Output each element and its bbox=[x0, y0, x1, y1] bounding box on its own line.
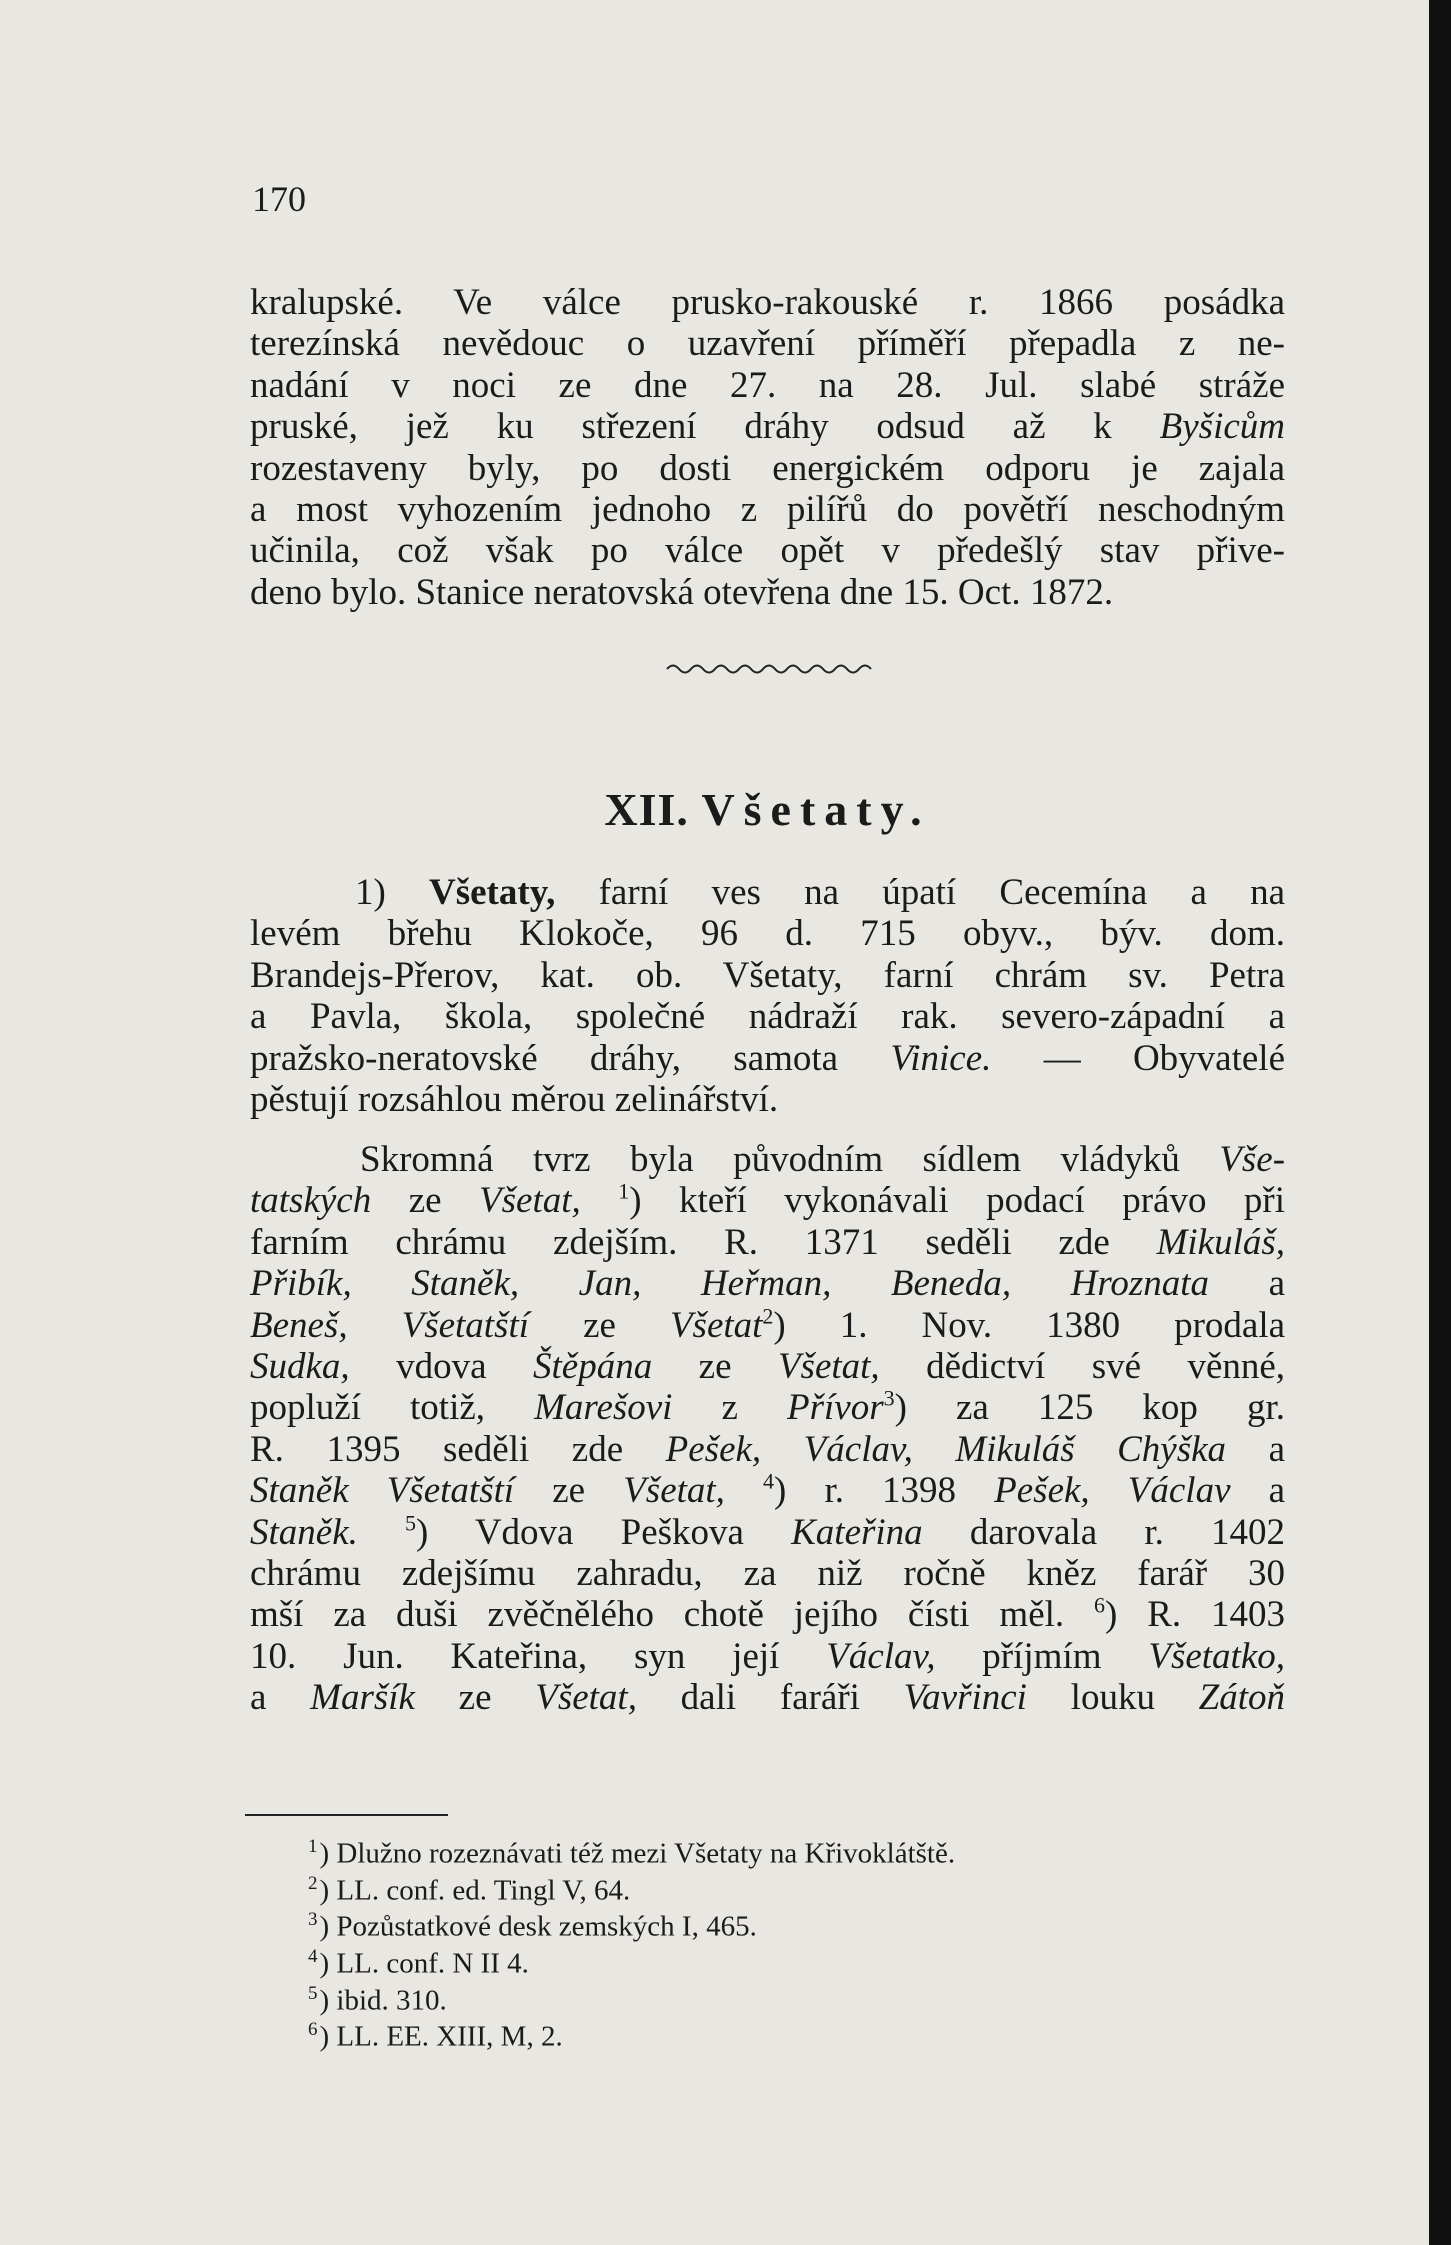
history-line: chrámu zdejšímu zahradu, za niž ročně kněz farář 30 bbox=[250, 1553, 1285, 1595]
history-name: Všetat, bbox=[623, 1470, 725, 1512]
history-text: příjmím bbox=[982, 1635, 1102, 1677]
history-text: mší za duši zvěčnělého chotě jejího čísti měl. bbox=[250, 1594, 1065, 1636]
history-text: ) r. 1398 bbox=[774, 1470, 957, 1512]
history-text: dědictví své věnné, bbox=[926, 1346, 1286, 1388]
footnote-ref: 1 bbox=[618, 1179, 630, 1205]
place-name: Vinice. bbox=[890, 1037, 992, 1079]
history-name: Mikuláš, bbox=[1156, 1221, 1286, 1263]
entry-line bbox=[250, 872, 1285, 913]
history-line bbox=[250, 1636, 1285, 1677]
history-text: popluží totiž, bbox=[250, 1387, 486, 1429]
section-roman: XII. bbox=[604, 784, 689, 835]
history-name: Maršík bbox=[310, 1677, 415, 1719]
footnotes bbox=[308, 1832, 955, 2052]
history-line bbox=[250, 1139, 1285, 1180]
footnote-mark: 5 bbox=[308, 1982, 318, 2004]
history-text: vdova bbox=[396, 1346, 487, 1388]
footnote-ref: 2 bbox=[762, 1303, 774, 1329]
history-text: a bbox=[1268, 1470, 1286, 1512]
entry-name: Všetaty, bbox=[429, 872, 556, 913]
footnote bbox=[308, 1942, 955, 1979]
history-text: ze bbox=[408, 1180, 442, 1222]
history-text: farním chrámu zdejším. R. 1371 seděli zde bbox=[250, 1221, 1110, 1263]
history-line bbox=[250, 1305, 1285, 1346]
history-text: a bbox=[1268, 1263, 1285, 1305]
footnote-ref: 4 bbox=[763, 1468, 775, 1494]
history-text: ) 1. Nov. 1380 prodala bbox=[773, 1304, 1286, 1346]
history-text: dali faráři bbox=[680, 1677, 860, 1719]
entry-line: Brandejs-Přerov, kat. ob. Všetaty, farní chrám sv. Petra bbox=[250, 954, 1285, 996]
history-name: Přibík, Staněk, Jan, Heřman, Beneda, Hroznata bbox=[250, 1263, 1210, 1305]
history-text: ) R. 1403 bbox=[1105, 1594, 1285, 1636]
history-name: Sudka, bbox=[250, 1346, 350, 1388]
section-heading bbox=[250, 783, 1285, 836]
history-line bbox=[250, 1387, 1285, 1428]
history-name: Kateřina bbox=[791, 1511, 923, 1553]
entry-text: pražsko-neratovské dráhy, samota bbox=[250, 1037, 839, 1079]
intro-line: a most vyhozením jednoho z pilířů do povětří neschodným bbox=[250, 489, 1285, 531]
history-name: Zátoň bbox=[1198, 1677, 1286, 1719]
footnote-mark: 4 bbox=[308, 1945, 318, 1967]
history-name: Václav, bbox=[826, 1635, 936, 1677]
footnote bbox=[308, 2015, 955, 2052]
history-name: Všetat, bbox=[535, 1677, 637, 1719]
footnote-ref: 6 bbox=[1094, 1593, 1106, 1619]
history-name: Všetat, bbox=[479, 1180, 581, 1222]
history-text: R. 1395 seděli zde bbox=[250, 1428, 624, 1470]
history-line bbox=[250, 1180, 1285, 1221]
history-name: Staněk Všetatští bbox=[250, 1470, 515, 1512]
entry-line: a Pavla, škola, společné nádraží rak. severo-západní a bbox=[250, 996, 1285, 1038]
history-text: ze bbox=[552, 1470, 586, 1512]
history-text: z bbox=[721, 1387, 738, 1429]
entry-text: — Obyvatelé bbox=[1043, 1037, 1286, 1079]
history-text: ) Vdova Peškova bbox=[416, 1511, 744, 1553]
entry-line: levém břehu Klokoče, 96 d. 715 obyv., býv. dom. bbox=[250, 913, 1285, 955]
history-text: louku bbox=[1070, 1677, 1155, 1719]
history-line bbox=[250, 1677, 1285, 1718]
history-name: Vše- bbox=[1219, 1139, 1286, 1180]
history-paragraph bbox=[250, 1139, 1285, 1719]
footnote-mark: 6 bbox=[308, 2019, 318, 2041]
history-name: tatských bbox=[250, 1180, 372, 1222]
footnote-text: ) ibid. 310. bbox=[319, 1984, 447, 2017]
footnote-text: ) Dlužno rozeznávati též mezi Všetaty na Křivoklátště. bbox=[319, 1837, 956, 1870]
footnote bbox=[308, 1979, 955, 2016]
history-text: ) kteří vykonávali podací právo při bbox=[629, 1180, 1286, 1222]
section-title: Všetaty. bbox=[701, 784, 931, 835]
footnote-rule bbox=[245, 1814, 448, 1816]
history-line bbox=[250, 1512, 1285, 1553]
page-edge bbox=[1429, 0, 1451, 2245]
history-name: Přívor bbox=[787, 1387, 884, 1429]
history-text: ze bbox=[458, 1677, 492, 1719]
intro-line: kralupské. Ve válce prusko-rakouské r. 1866 posádka bbox=[250, 282, 1285, 323]
intro-paragraph bbox=[250, 282, 1285, 613]
footnote-text: ) Pozůstatkové desk zemských I, 465. bbox=[319, 1910, 757, 1943]
footnote bbox=[308, 1869, 955, 1906]
footnote-ref: 5 bbox=[405, 1510, 417, 1536]
history-name: Štěpána bbox=[533, 1346, 653, 1388]
history-name: Pešek, Václav, Mikuláš Chýška bbox=[665, 1428, 1227, 1470]
footnote-text: ) LL. conf. ed. Tingl V, 64. bbox=[319, 1874, 631, 1907]
history-name: Pešek, Václav bbox=[994, 1470, 1231, 1512]
entry-number: 1) bbox=[355, 872, 386, 913]
footnote bbox=[308, 1832, 955, 1869]
footnote bbox=[308, 1905, 955, 1942]
footnote-text: ) LL. conf. N II 4. bbox=[319, 1947, 529, 1980]
history-name: Beneš, Všetatští bbox=[250, 1304, 530, 1346]
history-text: darovala r. 1402 bbox=[969, 1511, 1286, 1553]
intro-line: terezínská nevědouc o uzavření příměří přepadla z ne- bbox=[250, 323, 1285, 365]
intro-line bbox=[250, 406, 1285, 447]
entry-paragraph bbox=[250, 872, 1285, 1120]
ornament-divider bbox=[665, 660, 873, 676]
footnote-ref: 3 bbox=[883, 1386, 895, 1412]
intro-line: učinila, což však po válce opět v předešlý stav přive- bbox=[250, 530, 1285, 572]
place-name: Byšicům bbox=[1159, 406, 1285, 448]
history-text: ze bbox=[583, 1304, 616, 1346]
history-text: a bbox=[1268, 1428, 1286, 1470]
intro-line: deno bylo. Stanice neratovská otevřena dne 15. Oct. 1872. bbox=[250, 571, 1114, 613]
history-name: Staněk. bbox=[250, 1511, 358, 1553]
entry-line: pěstují rozsáhlou měrou zelinářství. bbox=[250, 1079, 779, 1121]
history-text: Skromná tvrz byla původním sídlem vládyků bbox=[360, 1139, 1180, 1180]
history-line bbox=[250, 1263, 1285, 1304]
footnote-mark: 1 bbox=[308, 1836, 318, 1857]
history-text: ) za 125 kop gr. bbox=[894, 1387, 1285, 1429]
footnote-text: ) LL. EE. XIII, M, 2. bbox=[319, 2020, 563, 2053]
history-text: a bbox=[250, 1677, 267, 1719]
history-name: Vavřinci bbox=[903, 1677, 1027, 1719]
history-name: Všetat, bbox=[777, 1346, 880, 1388]
history-name: Všetat bbox=[669, 1304, 763, 1346]
history-line bbox=[250, 1470, 1285, 1511]
footnote-mark: 2 bbox=[308, 1872, 318, 1894]
page-number: 170 bbox=[252, 179, 306, 219]
intro-text: pruské, jež ku střezení dráhy odsud až k bbox=[250, 406, 1112, 448]
history-line bbox=[250, 1346, 1285, 1387]
history-text: 10. Jun. Kateřina, syn její bbox=[250, 1635, 780, 1677]
entry-line bbox=[250, 1038, 1285, 1079]
intro-line: rozestaveny byly, po dosti energickém odporu je zajala bbox=[250, 447, 1285, 489]
history-line bbox=[250, 1429, 1285, 1470]
history-name: Všetatko, bbox=[1148, 1635, 1285, 1677]
history-name: Marešovi bbox=[534, 1387, 673, 1429]
history-line bbox=[250, 1222, 1285, 1263]
intro-line: nadání v noci ze dne 27. na 28. Jul. slabé stráže bbox=[250, 364, 1285, 406]
footnote-mark: 3 bbox=[308, 1909, 318, 1931]
history-text: ze bbox=[698, 1346, 732, 1388]
history-line bbox=[250, 1594, 1285, 1635]
entry-text: farní ves na úpatí Cecemína a na bbox=[598, 872, 1286, 913]
